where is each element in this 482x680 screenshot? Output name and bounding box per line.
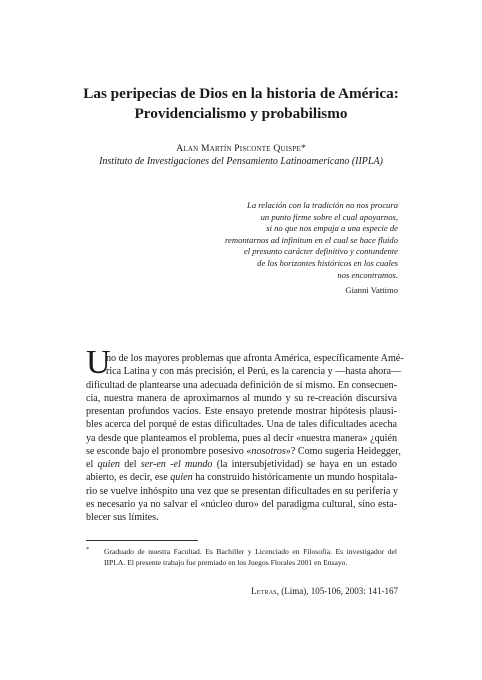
body-line: ya desde que planteamos el problema, pues al decir «nuestra manera» ¿quién [86, 432, 397, 444]
epigraph-line: un punto firme sobre el cual apoyarnos, [260, 211, 398, 222]
body-text: el [86, 459, 98, 470]
epigraph [158, 200, 398, 281]
body-line: presentan profundos vacíos. Este ensayo pretende mostrar hipótesis plausi- [86, 406, 397, 417]
footnote-line: Graduado de nuestra Facultad. Es Bachiller y Licenciado en Filosofía. Es investigador del [104, 547, 397, 556]
footnote-line: IIPLA. El presente trabajo fue premiado en los Juegos Florales 2001 en Ensayo. [104, 557, 348, 567]
body-italic-text: quien [97, 459, 120, 470]
epigraph-line: si no que nos empuja a una especie de [266, 223, 398, 234]
journal-name: Letras [251, 586, 277, 596]
journal-citation [251, 586, 398, 597]
author-institute: Instituto de Investigaciones del Pensamiento Latinoamericano (IIPLA) [99, 156, 383, 167]
footnote-divider [86, 540, 198, 541]
body-italic-text: nosotros [251, 445, 286, 457]
epigraph-line: el presunto carácter definitivo y contundente [243, 246, 398, 257]
body-line: es necesario ya no salvar el «núcleo duro» del paradigma cultural, sino esta- [86, 498, 397, 510]
author-name: Alan Martín Pisconte Quispe [176, 143, 301, 154]
body-line [86, 458, 397, 471]
footnote-marker: * [86, 546, 90, 553]
body-text: abierto, es decir, ese [86, 472, 171, 484]
body-text: ha construido históricamente un mundo hospitala- [192, 472, 398, 484]
body-text: (la intersubjetividad) se haya en un estado [212, 459, 397, 470]
body-italic-text: quien [170, 472, 193, 484]
body-line [86, 471, 397, 484]
body-line: cia, nuestra manera de aproximarnos al mundo y su re-creación discursiva [86, 392, 397, 404]
title-line-2: Providencialismo y probabilismo [134, 105, 348, 122]
body-line: rica Latina y con más precisión, el Perú, es la carencia y —hasta ahora— [106, 366, 402, 378]
body-line [86, 445, 401, 458]
epigraph-line: de los horizontes históricos en los cuales [257, 257, 398, 268]
author-line [40, 142, 442, 155]
body-text: »? Como sugería Heidegger, [285, 445, 401, 457]
body-line: rio se vuelve inhóspito una vez que se presentan dificultades en su periferia y [86, 485, 398, 497]
body-paragraph [86, 352, 404, 524]
body-text: se esconde bajo el pronombre posesivo « [86, 445, 252, 457]
author-footnote-marker: * [300, 143, 306, 154]
body-line: blecer sus límites. [86, 512, 159, 523]
epigraph-line: remontarnos ad infinitum en el cual se hace fluido [225, 234, 398, 245]
body-line: dificultad de plantearse una adecuada definición de sí mismo. En consecuen- [86, 379, 397, 391]
article-title [40, 84, 442, 124]
body-line: bles acerca del porqué de estas dificultades. Una de tales dificultades acecha [86, 419, 397, 431]
epigraph-line: nos encontramos. [337, 269, 398, 280]
title-line-1: Las peripecias de Dios en la historia de América: [83, 85, 399, 102]
epigraph-line: La relación con la tradición no nos procura [247, 200, 398, 210]
body-line: no de los mayores problemas que afronta América, específicamente Amé- [106, 353, 404, 364]
epigraph-author: Gianni Vattimo [345, 285, 398, 295]
footnote [104, 547, 397, 568]
body-italic-text: ser-en -el mundo [140, 459, 213, 470]
drop-cap: U [86, 344, 111, 381]
citation-details: , (Lima), 105-106, 2003: 141-167 [276, 586, 398, 596]
body-text: del [119, 459, 141, 470]
